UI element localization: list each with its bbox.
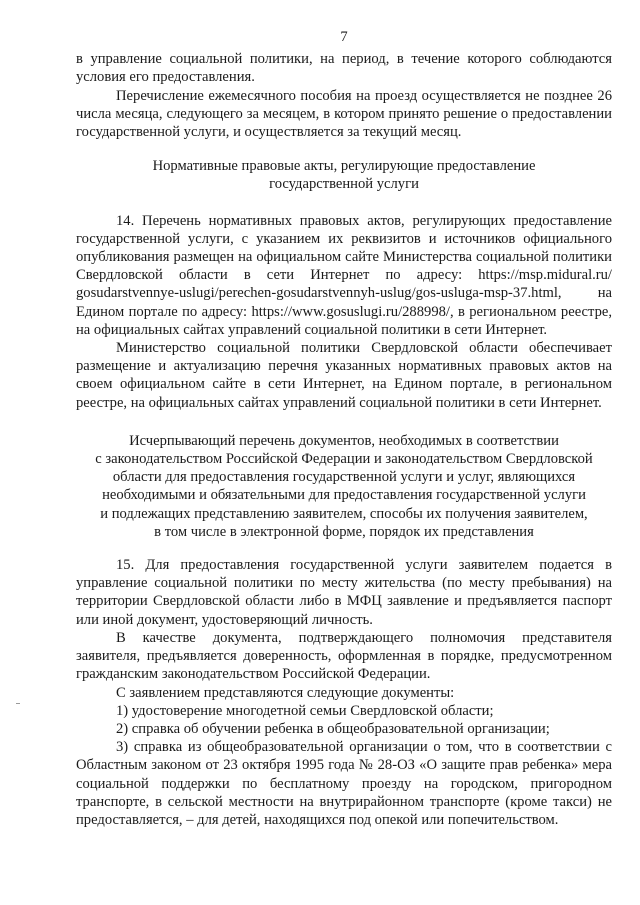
margin-mark [16, 703, 20, 704]
heading-line: в том числе в электронной форме, порядок их представления [154, 523, 534, 540]
heading-line: необходимыми и обязательными для предоставления государственной услуги [102, 487, 586, 504]
paragraph-documents-intro: С заявлением представляются следующие документы: [116, 684, 455, 701]
list-item: 2) справка об обучении ребенка в общеобразовательной организации; [116, 720, 550, 737]
heading-documents-list [76, 432, 612, 541]
heading-line: с законодательством Российской Федерации и законодательством Свердловской [95, 451, 593, 468]
page-number: 7 [340, 29, 348, 45]
list-item: 3) справка из общеобразовательной организации о том, что в соответствии с Областным законом от 23 октября 1995 года № 28-ОЗ «О защите прав ребенка» мера социальной поддержки по бесплатному проезду на городском, пригородном транспорте, в сельской местности на внутрирайонном транспорте (кроме такси) не предоставляется, – для детей, находящихся под опекой или попечительством. [76, 739, 612, 828]
paragraph-representative-authority: В качестве документа, подтверждающего полномочия представителя заявителя, предъявляется доверенность, оформленная в порядке, предусмотренном гражданским законодательством Российской Федерации. [76, 629, 612, 683]
heading-line: и подлежащих представлению заявителем, способы их получения заявителем, [100, 505, 588, 522]
heading-normative-acts: Нормативные правовые акты, регулирующие предоставление государственной услуги [152, 158, 536, 193]
list-item: 1) удостоверение многодетной семьи Свердловской области; [116, 702, 494, 719]
heading-line: Исчерпывающий перечень документов, необходимых в соответствии [129, 432, 559, 449]
paragraph-payment-terms: Перечисление ежемесячного пособия на проезд осуществляется не позднее 26 числа месяца, следующего за месяцем, в котором принято решение о предоставлении государственной услуги, и осуществляется за текущий месяц. [76, 87, 612, 141]
paragraph-section-15: 15. Для предоставления государственной услуги заявителем подается в управление социальной политики по месту жительства (по месту пребывания) на территории Свердловской области либо в МФЦ заявление и предъявляется паспорт или иной документ, удостоверяющий личность. [76, 557, 612, 628]
paragraph-section-14: 14. Перечень нормативных правовых актов, регулирующих предоставление государственной услуги, с указанием их реквизитов и источников официального опубликования размещен на официальном сайте Министерства социальной политики Свердловской области в сети Интернет по адресу: https://msp.midural.ru/ gosudarstvennye-uslugi/perechen-gosudarstvennyh-uslug/gos-usluga-msp-37.html, на Едином портале по адресу: https://www.gosuslugi.ru/288998/, в региональном реестре, на официальных сайтах управлений социальной политики в сети Интернет. [76, 212, 612, 338]
heading-line: области для предоставления государственной услуги и услуг, являющихся [112, 469, 576, 486]
paragraph-continuation: в управление социальной политики, на период, в течение которого соблюдаются условия его предоставления. [76, 51, 612, 86]
document-page [76, 28, 612, 829]
paragraph-ministry-obligation: Министерство социальной политики Свердловской области обеспечивает размещение и актуализацию перечня указанных нормативных правовых актов на своем официальном сайте в сети Интернет, на Едином портале, в региональном реестре, на официальных сайтах управлений социальной политики в сети Интернет. [76, 340, 612, 411]
